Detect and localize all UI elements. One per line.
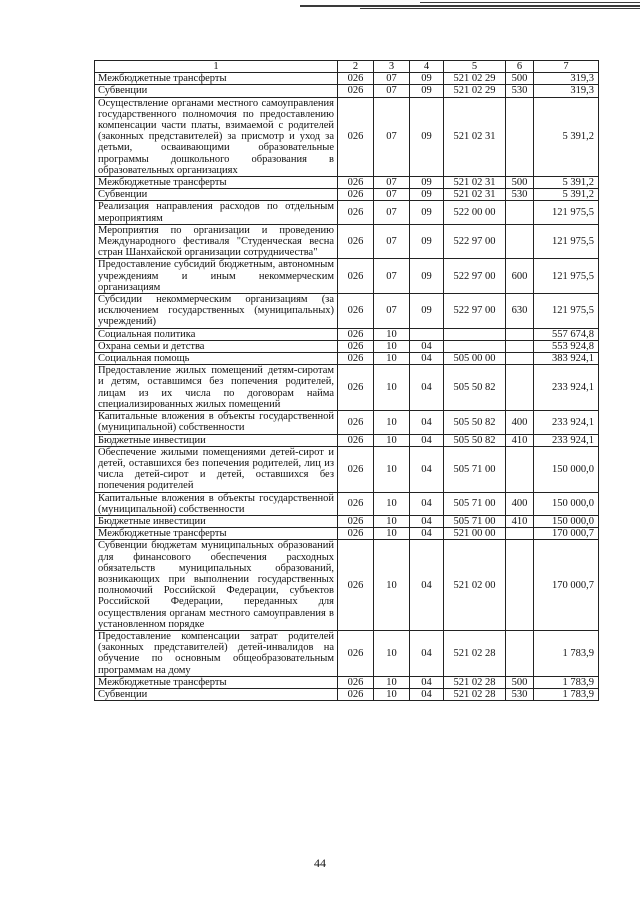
table-row bbox=[95, 85, 599, 97]
amount-cell: 150 000,0 bbox=[534, 446, 599, 492]
amount-cell: 319,3 bbox=[534, 85, 599, 97]
pr-code-cell: 04 bbox=[410, 630, 444, 676]
gr-code-cell: 026 bbox=[338, 85, 374, 97]
table-row bbox=[95, 259, 599, 294]
row-name-cell: Обеспечение жилыми помещениями детей-сирот и детей, оставшихся без попечения родителей, лиц из числа детей-сирот и детей, оставшихся без попечения родителей bbox=[95, 446, 338, 492]
gr-code-cell: 026 bbox=[338, 411, 374, 434]
amount-cell: 121 975,5 bbox=[534, 259, 599, 294]
pr-code-cell: 04 bbox=[410, 676, 444, 688]
table-row bbox=[95, 97, 599, 176]
vr-code-cell: 530 bbox=[506, 189, 534, 201]
csr-code-cell: 521 02 29 bbox=[444, 73, 506, 85]
pr-code-cell: 04 bbox=[410, 446, 444, 492]
row-name-cell: Капитальные вложения в объекты государственной (муниципальной) собственности bbox=[95, 492, 338, 515]
csr-code-cell: 521 02 31 bbox=[444, 189, 506, 201]
table-row bbox=[95, 177, 599, 189]
amount-cell: 121 975,5 bbox=[534, 201, 599, 224]
row-name-cell: Социальная помощь bbox=[95, 353, 338, 365]
amount-cell: 121 975,5 bbox=[534, 224, 599, 259]
rz-code-cell: 10 bbox=[374, 353, 410, 365]
row-name-cell: Бюджетные инвестиции bbox=[95, 434, 338, 446]
rz-code-cell: 07 bbox=[374, 201, 410, 224]
gr-code-cell: 026 bbox=[338, 630, 374, 676]
rz-code-cell: 10 bbox=[374, 492, 410, 515]
pr-code-cell bbox=[410, 328, 444, 340]
page-number: 44 bbox=[314, 856, 326, 870]
row-name-cell: Субвенции bbox=[95, 85, 338, 97]
csr-code-cell: 505 50 82 bbox=[444, 411, 506, 434]
table-row bbox=[95, 411, 599, 434]
pr-code-cell: 09 bbox=[410, 177, 444, 189]
rz-code-cell: 10 bbox=[374, 540, 410, 631]
row-name-cell: Предоставление компенсации затрат родителей (законных представителей) детей-инвалидов на обучение по основным общеобразовательным программам на дому bbox=[95, 630, 338, 676]
header-cell: 1 bbox=[95, 61, 338, 73]
pr-code-cell: 09 bbox=[410, 189, 444, 201]
amount-cell: 233 924,1 bbox=[534, 411, 599, 434]
vr-code-cell: 500 bbox=[506, 676, 534, 688]
table-row bbox=[95, 201, 599, 224]
amount-cell: 233 924,1 bbox=[534, 434, 599, 446]
vr-code-cell bbox=[506, 353, 534, 365]
amount-cell: 150 000,0 bbox=[534, 515, 599, 527]
gr-code-cell: 026 bbox=[338, 294, 374, 329]
row-name-cell: Охрана семьи и детства bbox=[95, 340, 338, 352]
pr-code-cell: 09 bbox=[410, 294, 444, 329]
vr-code-cell: 500 bbox=[506, 177, 534, 189]
row-name-cell: Капитальные вложения в объекты государственной (муниципальной) собственности bbox=[95, 411, 338, 434]
table-row bbox=[95, 540, 599, 631]
csr-code-cell: 505 71 00 bbox=[444, 515, 506, 527]
vr-code-cell: 410 bbox=[506, 434, 534, 446]
gr-code-cell: 026 bbox=[338, 73, 374, 85]
row-name-cell: Бюджетные инвестиции bbox=[95, 515, 338, 527]
gr-code-cell: 026 bbox=[338, 328, 374, 340]
amount-cell: 121 975,5 bbox=[534, 294, 599, 329]
row-name-cell: Предоставление жилых помещений детям-сиротам и детям, оставшимся без попечения родителей, лицам из их числа по договорам найма специализированных жилых помещений bbox=[95, 365, 338, 411]
csr-code-cell: 522 00 00 bbox=[444, 201, 506, 224]
table-row bbox=[95, 340, 599, 352]
amount-cell: 170 000,7 bbox=[534, 540, 599, 631]
rz-code-cell: 07 bbox=[374, 259, 410, 294]
pr-code-cell: 04 bbox=[410, 515, 444, 527]
rz-code-cell: 07 bbox=[374, 224, 410, 259]
table-row bbox=[95, 446, 599, 492]
amount-cell: 553 924,8 bbox=[534, 340, 599, 352]
rz-code-cell: 10 bbox=[374, 365, 410, 411]
row-name-cell: Межбюджетные трансферты bbox=[95, 73, 338, 85]
vr-code-cell bbox=[506, 97, 534, 176]
rz-code-cell: 10 bbox=[374, 340, 410, 352]
vr-code-cell: 630 bbox=[506, 294, 534, 329]
table-row bbox=[95, 73, 599, 85]
pr-code-cell: 04 bbox=[410, 688, 444, 700]
row-name-cell: Мероприятия по организации и проведению Международного фестиваля "Студенческая весна стран Шанхайской организации сотрудничества" bbox=[95, 224, 338, 259]
pr-code-cell: 04 bbox=[410, 540, 444, 631]
amount-cell: 233 924,1 bbox=[534, 365, 599, 411]
csr-code-cell: 522 97 00 bbox=[444, 224, 506, 259]
amount-cell: 1 783,9 bbox=[534, 630, 599, 676]
row-name-cell: Социальная политика bbox=[95, 328, 338, 340]
amount-cell: 383 924,1 bbox=[534, 353, 599, 365]
gr-code-cell: 026 bbox=[338, 177, 374, 189]
gr-code-cell: 026 bbox=[338, 434, 374, 446]
gr-code-cell: 026 bbox=[338, 688, 374, 700]
csr-code-cell: 521 02 00 bbox=[444, 540, 506, 631]
pr-code-cell: 09 bbox=[410, 97, 444, 176]
rz-code-cell: 10 bbox=[374, 434, 410, 446]
vr-code-cell bbox=[506, 630, 534, 676]
vr-code-cell bbox=[506, 340, 534, 352]
rz-code-cell: 07 bbox=[374, 177, 410, 189]
pr-code-cell: 04 bbox=[410, 365, 444, 411]
amount-cell: 170 000,7 bbox=[534, 528, 599, 540]
gr-code-cell: 026 bbox=[338, 224, 374, 259]
amount-cell: 150 000,0 bbox=[534, 492, 599, 515]
header-cell: 2 bbox=[338, 61, 374, 73]
gr-code-cell: 026 bbox=[338, 340, 374, 352]
pr-code-cell: 09 bbox=[410, 73, 444, 85]
pr-code-cell: 09 bbox=[410, 201, 444, 224]
csr-code-cell: 505 50 82 bbox=[444, 365, 506, 411]
pr-code-cell: 04 bbox=[410, 353, 444, 365]
header-cell: 5 bbox=[444, 61, 506, 73]
vr-code-cell: 600 bbox=[506, 259, 534, 294]
table-row bbox=[95, 353, 599, 365]
csr-code-cell bbox=[444, 340, 506, 352]
pr-code-cell: 04 bbox=[410, 434, 444, 446]
gr-code-cell: 026 bbox=[338, 446, 374, 492]
rz-code-cell: 07 bbox=[374, 294, 410, 329]
gr-code-cell: 026 bbox=[338, 540, 374, 631]
gr-code-cell: 026 bbox=[338, 259, 374, 294]
amount-cell: 557 674,8 bbox=[534, 328, 599, 340]
row-name-cell: Субвенции bbox=[95, 189, 338, 201]
gr-code-cell: 026 bbox=[338, 676, 374, 688]
row-name-cell: Предоставление субсидий бюджетным, автономным учреждениям и иным некоммерческим организациям bbox=[95, 259, 338, 294]
vr-code-cell bbox=[506, 446, 534, 492]
header-cell: 4 bbox=[410, 61, 444, 73]
csr-code-cell: 521 02 31 bbox=[444, 177, 506, 189]
amount-cell: 5 391,2 bbox=[534, 177, 599, 189]
rz-code-cell: 10 bbox=[374, 688, 410, 700]
header-cell: 7 bbox=[534, 61, 599, 73]
rz-code-cell: 10 bbox=[374, 515, 410, 527]
table-row bbox=[95, 676, 599, 688]
gr-code-cell: 026 bbox=[338, 189, 374, 201]
vr-code-cell: 400 bbox=[506, 492, 534, 515]
gr-code-cell: 026 bbox=[338, 365, 374, 411]
rz-code-cell: 10 bbox=[374, 328, 410, 340]
vr-code-cell: 500 bbox=[506, 73, 534, 85]
gr-code-cell: 026 bbox=[338, 515, 374, 527]
table-row bbox=[95, 528, 599, 540]
row-name-cell: Межбюджетные трансферты bbox=[95, 177, 338, 189]
header-cell: 6 bbox=[506, 61, 534, 73]
pr-code-cell: 04 bbox=[410, 340, 444, 352]
row-name-cell: Реализация направления расходов по отдельным мероприятиям bbox=[95, 201, 338, 224]
pr-code-cell: 09 bbox=[410, 85, 444, 97]
gr-code-cell: 026 bbox=[338, 97, 374, 176]
csr-code-cell: 521 02 29 bbox=[444, 85, 506, 97]
table-row bbox=[95, 328, 599, 340]
row-name-cell: Межбюджетные трансферты bbox=[95, 676, 338, 688]
header-row bbox=[95, 61, 599, 73]
rz-code-cell: 10 bbox=[374, 446, 410, 492]
amount-cell: 1 783,9 bbox=[534, 688, 599, 700]
table-row bbox=[95, 189, 599, 201]
table-row bbox=[95, 434, 599, 446]
rz-code-cell: 10 bbox=[374, 411, 410, 434]
table-row bbox=[95, 224, 599, 259]
row-name-cell: Осуществление органами местного самоуправления государственного полномочия по предоставлению компенсации части платы, взимаемой с родителей (законных представителей) за присмотр и уход за детьми, осваивающими образовательные программы дошкольного образования в образовательных организациях bbox=[95, 97, 338, 176]
scan-edge-artifact bbox=[300, 0, 640, 12]
table-row bbox=[95, 294, 599, 329]
row-name-cell: Субвенции бюджетам муниципальных образований для финансового обеспечения расходных обязательств муниципальных образований, возникающих при выполнении государственных полномочий Российской Федерации, субъектов Российской Федерации, переданных для осуществления органам местного самоуправления в установленном порядке bbox=[95, 540, 338, 631]
rz-code-cell: 10 bbox=[374, 528, 410, 540]
amount-cell: 5 391,2 bbox=[534, 97, 599, 176]
rz-code-cell: 07 bbox=[374, 73, 410, 85]
amount-cell: 1 783,9 bbox=[534, 676, 599, 688]
csr-code-cell: 521 00 00 bbox=[444, 528, 506, 540]
rz-code-cell: 10 bbox=[374, 676, 410, 688]
row-name-cell: Субсидии некоммерческим организациям (за исключением государственных (муниципальных) учреждений) bbox=[95, 294, 338, 329]
pr-code-cell: 09 bbox=[410, 259, 444, 294]
pr-code-cell: 04 bbox=[410, 528, 444, 540]
vr-code-cell bbox=[506, 224, 534, 259]
gr-code-cell: 026 bbox=[338, 353, 374, 365]
csr-code-cell: 505 00 00 bbox=[444, 353, 506, 365]
row-name-cell: Межбюджетные трансферты bbox=[95, 528, 338, 540]
csr-code-cell: 505 71 00 bbox=[444, 492, 506, 515]
rz-code-cell: 07 bbox=[374, 97, 410, 176]
vr-code-cell: 410 bbox=[506, 515, 534, 527]
table-row bbox=[95, 515, 599, 527]
row-name-cell: Субвенции bbox=[95, 688, 338, 700]
table-row bbox=[95, 630, 599, 676]
vr-code-cell: 530 bbox=[506, 85, 534, 97]
csr-code-cell: 521 02 28 bbox=[444, 688, 506, 700]
pr-code-cell: 04 bbox=[410, 411, 444, 434]
pr-code-cell: 09 bbox=[410, 224, 444, 259]
header-cell: 3 bbox=[374, 61, 410, 73]
gr-code-cell: 026 bbox=[338, 492, 374, 515]
csr-code-cell: 505 71 00 bbox=[444, 446, 506, 492]
table-row bbox=[95, 688, 599, 700]
table-row bbox=[95, 492, 599, 515]
csr-code-cell: 522 97 00 bbox=[444, 259, 506, 294]
vr-code-cell: 400 bbox=[506, 411, 534, 434]
vr-code-cell bbox=[506, 528, 534, 540]
budget-table bbox=[94, 60, 599, 701]
vr-code-cell: 530 bbox=[506, 688, 534, 700]
vr-code-cell bbox=[506, 201, 534, 224]
csr-code-cell: 522 97 00 bbox=[444, 294, 506, 329]
gr-code-cell: 026 bbox=[338, 201, 374, 224]
csr-code-cell: 521 02 28 bbox=[444, 630, 506, 676]
vr-code-cell bbox=[506, 328, 534, 340]
rz-code-cell: 10 bbox=[374, 630, 410, 676]
rz-code-cell: 07 bbox=[374, 189, 410, 201]
pr-code-cell: 04 bbox=[410, 492, 444, 515]
csr-code-cell: 505 50 82 bbox=[444, 434, 506, 446]
gr-code-cell: 026 bbox=[338, 528, 374, 540]
csr-code-cell: 521 02 28 bbox=[444, 676, 506, 688]
table-row bbox=[95, 365, 599, 411]
rz-code-cell: 07 bbox=[374, 85, 410, 97]
csr-code-cell: 521 02 31 bbox=[444, 97, 506, 176]
csr-code-cell bbox=[444, 328, 506, 340]
amount-cell: 5 391,2 bbox=[534, 189, 599, 201]
amount-cell: 319,3 bbox=[534, 73, 599, 85]
vr-code-cell bbox=[506, 540, 534, 631]
vr-code-cell bbox=[506, 365, 534, 411]
